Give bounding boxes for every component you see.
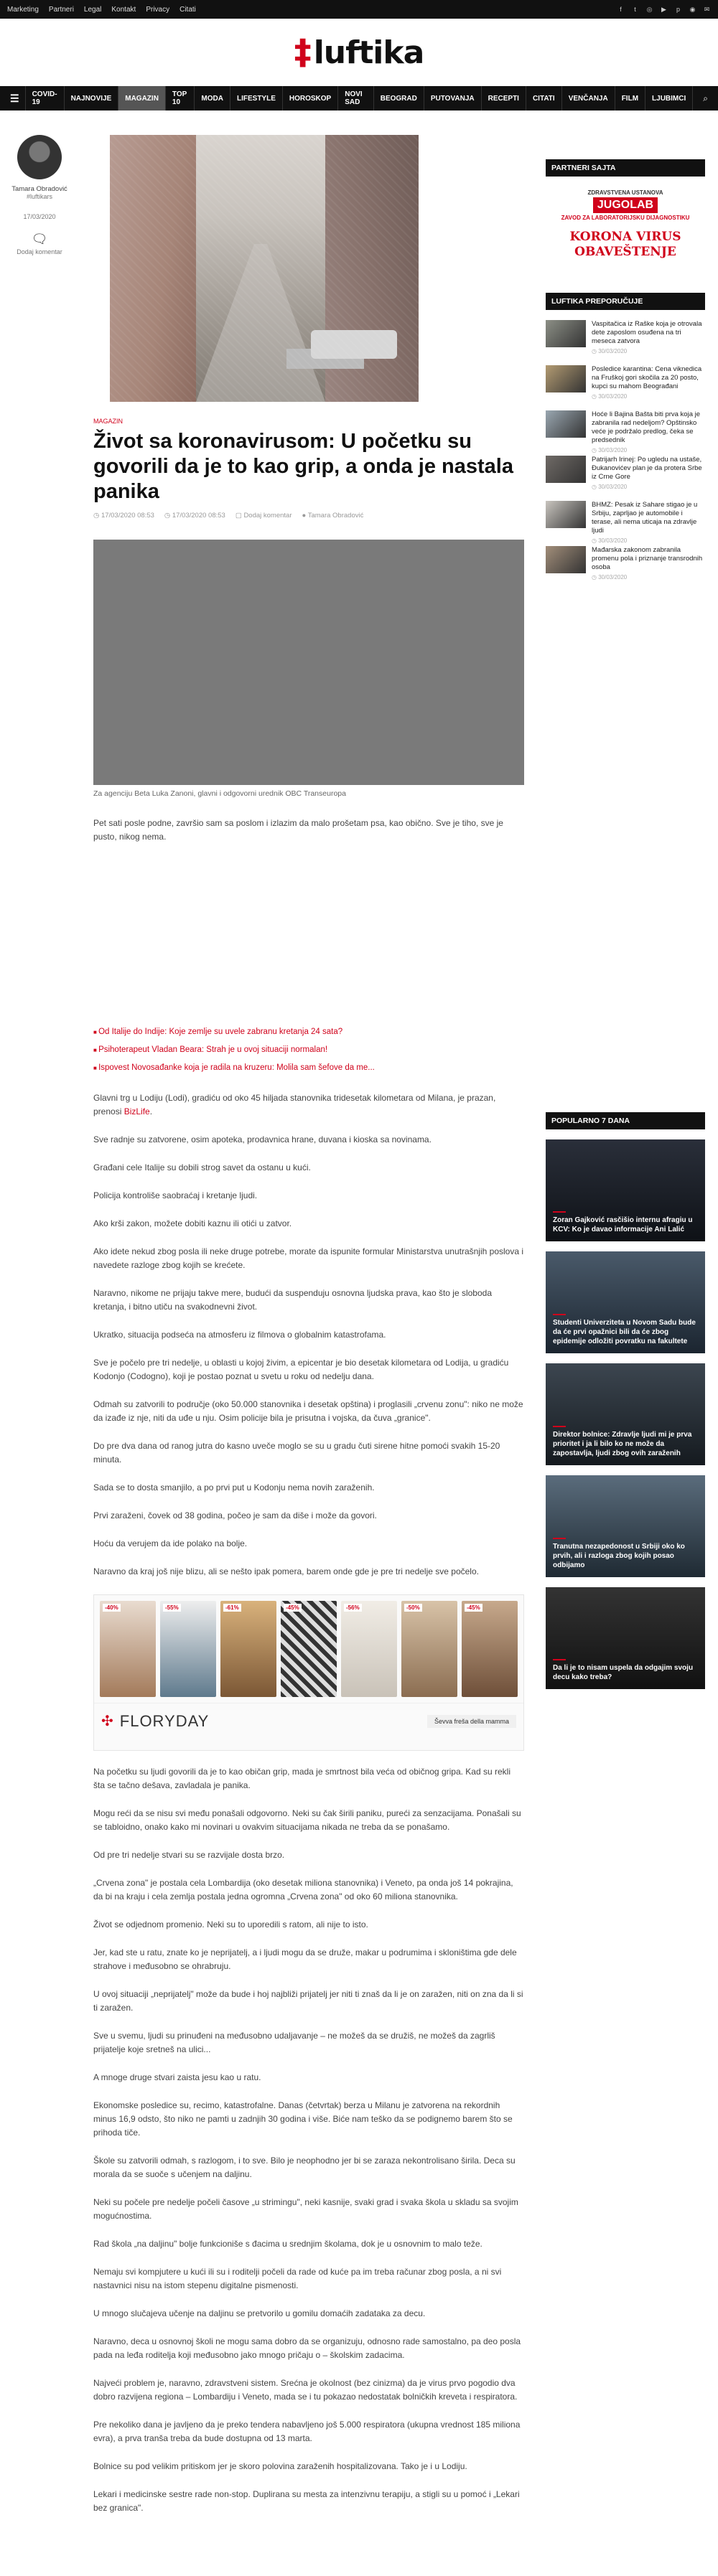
recommended-date: ◷ 30/03/2020: [592, 484, 705, 490]
recommended-title[interactable]: BHMZ: Pesak iz Sahare stigao je u Srbiju, zaprljao je automobile i terase, ali nema uticaja na zdravlje ljudi: [592, 501, 698, 535]
paragraph-text: .: [149, 1106, 153, 1117]
article-paragraph: U ovoj situaciji „neprijatelj" može da bude i hoj najbliži prijatelj jer niti ti znaš da li je on zaražen, niti on zna da li si ti zaražen.: [93, 1989, 523, 2013]
add-comment-link[interactable]: Dodaj komentar: [17, 248, 62, 255]
jugolab-subtitle: ZAVOD ZA LABORATORIJSKU DIJAGNOSTIKU: [561, 215, 690, 221]
article-paragraph: Pre nekoliko dana je javljeno da je preko tendera nabavljeno još 5.000 respiratora (ukupna vrednost 185 miliona evra), a prva tranša treba da bude dostupna od 13 marta.: [93, 2420, 521, 2443]
nav-item-horoskop[interactable]: HOROSKOP: [283, 86, 338, 111]
related-link[interactable]: ■ Ispovest Novosađanke koja je radila na kruzeru: Molila sam šefove da me...: [93, 1059, 524, 1077]
recommended-heading: LUFTIKA PREPORUČUJE: [546, 293, 705, 310]
popular-list: [546, 1139, 705, 1689]
jugolab-label: ZDRAVSTVENA USTANOVA: [587, 189, 663, 196]
popular-title[interactable]: Studenti Univerziteta u Novom Sadu bude da će prvi opažnici bili da će zbog epidemije odložiti povratku na fakultete: [553, 1314, 698, 1346]
author-name[interactable]: Tamara Obradović: [11, 185, 67, 193]
related-link[interactable]: ■ Od Italije do Indije: Koje zemlje su uvele zabranu kretanja 24 sata?: [93, 1023, 524, 1041]
recommended-item[interactable]: [546, 365, 705, 410]
ad-brand: [101, 1712, 209, 1731]
discount-badge: -40%: [103, 1604, 121, 1612]
popular-card[interactable]: [546, 1139, 705, 1241]
recommended-date: ◷ 30/03/2020: [592, 574, 705, 580]
main-nav: [0, 86, 718, 111]
popular-heading: POPULARNO 7 DANA: [546, 1112, 705, 1129]
author-handle: #luftikars: [26, 193, 52, 200]
article-paragraph: Ako krši zakon, možete dobiti kaznu ili otići u zatvor.: [93, 1218, 292, 1228]
ad-product[interactable]: [100, 1601, 156, 1697]
top-link-legal[interactable]: Legal: [83, 5, 102, 14]
recommended-thumbnail[interactable]: [546, 320, 586, 347]
article-paragraph: Ako idete nekud zbog posla ili neke druge potrebe, morate da ispunite formular Ministarstva unutrašnjih poslova i navedete razloge zbog kojih se krećete.: [93, 1246, 524, 1270]
comment-icon[interactable]: 🗨: [31, 232, 48, 246]
ad-banner[interactable]: [93, 1594, 524, 1751]
logo-text: luftika: [313, 34, 424, 71]
article-paragraph: A mnoge druge stvari zaista jesu kao u ratu.: [93, 2072, 261, 2082]
instagram-icon[interactable]: ◎: [646, 5, 653, 13]
recommended-thumbnail[interactable]: [546, 501, 586, 528]
jugolab-logo: JUGOLAB: [593, 197, 658, 213]
author-avatar[interactable]: [17, 135, 62, 179]
article-paragraph: Naravno, deca u osnovnoj školi ne mogu sama dobro da se organizuju, odnosno rade samostalno, pa deo posla pada na leđa roditelja koji međusobno jako mnogo pričaju o – školskim zadacima.: [93, 2336, 521, 2360]
rss-icon[interactable]: ◉: [689, 5, 696, 13]
article-paragraph: Sve u svemu, ljudi su prinuđeni na međusobno udaljavanje – ne možeš da se družiš, ne možeš da zagrliš prijatelje koje sretneš na ulici...: [93, 2031, 495, 2054]
discount-badge: -45%: [465, 1604, 482, 1612]
top-links: [7, 6, 196, 14]
recommended-date: ◷ 30/03/2020: [592, 393, 705, 400]
ad-products: [94, 1595, 523, 1703]
popular-card[interactable]: [546, 1363, 705, 1465]
recommended-section: [546, 293, 705, 591]
meta-author[interactable]: ● Tamara Obradović: [302, 512, 364, 520]
hero-image: [110, 135, 419, 402]
recommended-title[interactable]: Mađarska zakonom zabranila promenu pola i priznanje transrodnih osoba: [592, 546, 703, 571]
partner-jugolab[interactable]: [546, 189, 705, 260]
nav-item-magazin[interactable]: MAGAZIN: [118, 86, 166, 111]
recommended-list: [546, 320, 705, 591]
article-meta: [93, 512, 524, 520]
ad-product[interactable]: [462, 1601, 518, 1697]
youtube-icon[interactable]: ▶: [661, 5, 666, 13]
nav-item-citati[interactable]: CITATI: [526, 86, 562, 111]
recommended-title[interactable]: Posledice karantina: Cena viknedica na Fruškoj gori skočila za 20 posto, kupci su mahom Beograđani: [592, 365, 702, 390]
article-paragraph: Na početku su ljudi govorili da je to kao običan grip, mada je smrtnost bila veća od običnog gripa. Kad su rekli šta se tačno dešava, zavladala je panika.: [93, 1767, 510, 1790]
popular-title[interactable]: Tranutna nezapedonost u Srbiji oko ko prvih, ali i razloga zbog kojih posao odbijamo: [553, 1538, 698, 1570]
updated-date: ◷ 17/03/2020 08:53: [164, 512, 225, 520]
related-link[interactable]: ■ Psihoterapeut Vladan Beara: Strah je u ovoj situaciji normalan!: [93, 1041, 524, 1059]
article-paragraph: Bolnice su pod velikim pritiskom jer je skoro polovina zaraženih hospitalizovana. Tako je i u Lodiju.: [93, 2461, 467, 2471]
popular-card[interactable]: [546, 1251, 705, 1353]
recommended-item[interactable]: [546, 410, 705, 456]
ad-footer: [94, 1703, 523, 1739]
sidebar: [546, 159, 705, 591]
popular-section: [546, 1112, 705, 1689]
nav-item-lifestyle[interactable]: LIFESTYLE: [230, 86, 283, 111]
nav-item-ljubimci[interactable]: LJUBIMCI: [645, 86, 693, 111]
ad-product[interactable]: [220, 1601, 276, 1697]
recommended-title[interactable]: Hoće li Bajina Bašta biti prva koja je zabranila rad nedeljom? Opštinsko veće je podržalo predlog, čeka se predsednik: [592, 410, 701, 444]
article-paragraph: Prvi zaraženi, čovek od 38 godina, počeo je sam da diše i može da govori.: [93, 1510, 377, 1520]
recommended-item[interactable]: [546, 501, 705, 546]
recommended-thumbnail[interactable]: [546, 456, 586, 483]
nav-item-beograd[interactable]: BEOGRAD: [374, 86, 424, 111]
recommended-date: ◷ 30/03/2020: [592, 447, 705, 453]
nav-item-top10[interactable]: TOP 10: [166, 86, 195, 111]
article-paragraph: Sada se to dosta smanjilo, a po prvi put u Kodonju nema novih zaraženih.: [93, 1482, 375, 1493]
article-paragraph: Sve je počelo pre tri nedelje, u oblasti u kojoj živim, a epicentar je bio desetak kilometara od Lodija, u gradiću Kodonjo (Codogno), koji je postao poznat u svetu u roku od nedelju dana.: [93, 1358, 509, 1381]
top-link-marketing[interactable]: Marketing: [7, 5, 39, 14]
discount-badge: -50%: [404, 1604, 422, 1612]
article-body-b: [93, 1765, 524, 2515]
article-paragraph: Škole su zatvorili odmah, s razlogom, i to sve. Bilo je neophodno jer bi se zaraza nekontrolisano širila. Deca su morala da se suoče s učenjem na daljinu.: [93, 2156, 516, 2179]
ad-product[interactable]: [341, 1601, 397, 1697]
discount-badge: -55%: [163, 1604, 181, 1612]
article-paragraph: Građani cele Italije su dobili strog savet da ostanu u kući.: [93, 1162, 311, 1172]
paragraph-text: Glavni trg u Lodiju (Lodi), gradiću od oko 45 hiljada stanovnika tridesetak kilometara od Milana, je prazan, prenosi: [93, 1093, 496, 1117]
article-paragraph: U mnogo slučajeva učenje na daljinu se pretvorilo u gomilu domaćih zadataka za decu.: [93, 2308, 426, 2318]
article-paragraph: Od pre tri nedelje stvari su se razvijale dosta brzo.: [93, 1850, 285, 1860]
nav-item-covid[interactable]: COVID-19: [26, 86, 65, 111]
hero-texture: [110, 135, 419, 402]
article-paragraph: Mogu reći da se nisu svi među ponašali odgovorno. Neki su čak širili paniku, pureći za senzacijama. Ponašali su se tabloidno, onako kako mi novinari u ovakvim situacijama nikada ne treba da se ponašamo.: [93, 1808, 521, 1832]
discount-badge: -61%: [223, 1604, 241, 1612]
recommended-date: ◷ 30/03/2020: [592, 348, 705, 354]
article-main: [93, 135, 524, 2515]
article-paragraph: Neki su počele pre nedelje počeli časove „u strimingu", neki kasnije, svaki grad i svaka škola u skladu sa svojim mogućnostima.: [93, 2197, 518, 2221]
recommended-thumbnail[interactable]: [546, 546, 586, 573]
article-paragraph: [93, 1091, 524, 1119]
popular-title[interactable]: Direktor bolnice: Zdravlje ljudi mi je prva prioritet i ja li bilo ko ne može da zapostavlja, ljudi zbog ovih zaraženih: [553, 1426, 698, 1458]
hamburger-menu-icon[interactable]: ☰: [4, 86, 26, 111]
video-embed[interactable]: [93, 540, 524, 785]
ad-brand-name: FLORYDAY: [119, 1711, 210, 1730]
article-paragraph: Nemaju svi kompjutere u kući ili su i roditelji počeli da rade od kuće pa im treba računar zbog posla, a ni svi nastavnici nisu na istom stepenu digitalne pismenosti.: [93, 2267, 502, 2290]
article-body-a: [93, 1133, 524, 1579]
facebook-icon[interactable]: f: [620, 6, 622, 13]
nav-item-najnovije[interactable]: NAJNOVIJE: [65, 86, 119, 111]
header-logo-area: [0, 19, 718, 86]
nav-item-novi-sad[interactable]: NOVI SAD: [338, 86, 373, 111]
recommended-title[interactable]: Patrijarh Irinej: Po ugledu na ustaše, Đukanovićev plan je da protera Srbe iz Crne Gore: [592, 456, 702, 481]
article-paragraph: Naravno da kraj još nije blizu, ali se nešto ipak pomera, barem onde gde je pre tri nedelje sve počelo.: [93, 1566, 479, 1576]
article-paragraph: Policija kontroliše saobraćaj i kretanje ljudi.: [93, 1190, 258, 1200]
image-credit: Za agenciju Beta Luka Zanoni, glavni i odgovorni urednik OBC Transeuropa: [93, 789, 346, 798]
floryday-logo-icon: ✣: [101, 1714, 114, 1729]
ad-product[interactable]: [281, 1601, 337, 1697]
article-paragraph: Naravno, nikome ne prijaju takve mere, budući da suspenduju osnovna ljudska prava, kao što je sloboda kretanja, i bitno utiču na svakodnevni život.: [93, 1288, 492, 1312]
top-link-kontakt[interactable]: Kontakt: [111, 5, 136, 14]
article-category[interactable]: MAGAZIN: [93, 418, 123, 425]
recommended-date: ◷ 30/03/2020: [592, 537, 705, 544]
article-paragraph: Ekonomske posledice su, recimo, katastrofalne. Danas (četvrtak) berza u Milanu je zatvorena na rekordnih minus 16,9 odsto, što niko ne pamti u zadnjih 30 godina i više. Biće nam teško da se podignemo barem što se prihoda tiče.: [93, 2100, 513, 2138]
article-paragraph: Ukratko, situacija podseća na atmosferu iz filmova o globalnim katastrofama.: [93, 1330, 386, 1340]
recommended-thumbnail[interactable]: [546, 365, 586, 392]
related-links: [93, 1023, 524, 1077]
source-link[interactable]: BizLife: [123, 1106, 150, 1117]
author-panel: [0, 135, 79, 255]
social-links: [617, 6, 711, 14]
top-bar: [0, 0, 718, 19]
recommended-title[interactable]: Vaspitačica iz Raške koja je otrovala dete zaposlom osuđena na tri meseca zatvora: [592, 320, 702, 345]
twitter-icon[interactable]: t: [634, 6, 636, 13]
discount-badge: -56%: [344, 1604, 362, 1612]
article-paragraph: Sve radnje su zatvorene, osim apoteka, prodavnica hrane, duvana i kioska sa novinama.: [93, 1134, 432, 1144]
popular-card[interactable]: [546, 1587, 705, 1689]
ad-product[interactable]: [160, 1601, 216, 1697]
recommended-item[interactable]: [546, 546, 705, 591]
discount-badge: -45%: [284, 1604, 302, 1612]
ad-product[interactable]: [401, 1601, 457, 1697]
article-intro: Pet sati posle podne, završio sam sa poslom i izlazim da malo prošetam psa, kao obično. Sve je tiho, sve je pusto, nikog nema.: [93, 818, 503, 842]
site-logo[interactable]: [294, 32, 424, 72]
top-link-citati[interactable]: Citati: [180, 5, 196, 14]
popular-title[interactable]: Zoran Gajković rasčišio internu afragiu u KCV: Ko je davao informacije Ani Lalić: [553, 1211, 698, 1234]
nav-item-recepti[interactable]: RECEPTI: [482, 86, 526, 111]
mail-icon[interactable]: ✉: [704, 5, 710, 13]
recommended-thumbnail[interactable]: [546, 410, 586, 438]
pinterest-icon[interactable]: p: [676, 6, 680, 13]
meta-comment-link[interactable]: ▢ Dodaj komentar: [236, 512, 292, 520]
author-date: 17/03/2020: [23, 213, 56, 220]
article-paragraph: Hoću da verujem da ide polako na bolje.: [93, 1538, 248, 1548]
nav-item-putovanja[interactable]: PUTOVANJA: [424, 86, 482, 111]
ad-cta[interactable]: Ševva freša della mamma: [427, 1715, 516, 1728]
recommended-item[interactable]: [546, 456, 705, 501]
article-paragraph: Do pre dva dana od ranog jutra do kasno uveče moglo se su u gradu čuti sirene hitne pomoći svakih 15-20 minuta.: [93, 1441, 500, 1465]
article-paragraph: Lekari i medicinske sestre rade non-stop. Duplirana su mesta za intenzivnu terapiju, a stigli su u pomoć i „Lekari bez granica".: [93, 2489, 520, 2513]
korona-notice-link[interactable]: KORONA VIRUS OBAVEŠTENJE: [569, 230, 681, 259]
article-paragraph: Jer, kad ste u ratu, znate ko je neprijatelj, a i ljudi mogu da se druže, makar u podrumima i skloništima gde dele strahove i međusobno se ohrabruju.: [93, 1947, 517, 1971]
partners-heading: PARTNERI SAJTA: [546, 159, 705, 177]
nav-item-vencanja[interactable]: VENČANJA: [562, 86, 615, 111]
article-paragraph: „Crvena zona" je postala cela Lombardija (oko desetak miliona stanovnika) i Veneto, pa onda još 14 pokrajina, da bi na kraju i cela zemlja postala jedna ogromna „Crvena zona" od oko 60 miliona stanovnika.: [93, 1878, 513, 1902]
published-date: ◷ 17/03/2020 08:53: [93, 512, 154, 520]
popular-title[interactable]: Da li je to nisam uspela da odgajim svoju decu kako treba?: [553, 1659, 698, 1682]
article-paragraph: Odmah su zatvorili to područje (oko 50.000 stanovnika i desetak opština) i proglasili „crvenu zonu": niko ne može da izađe iz nje, niti da uđe u nju. Osim policije bila je prisutna i vojska, da čuva „granice".: [93, 1399, 523, 1423]
article-paragraph: Rad škola „na daljinu" bolje funkcioniše s đacima u srednjim školama, dok je u osnovnim to malo teže.: [93, 2239, 482, 2249]
article-title: Život sa koronavirusom: U početku su govorili da je to kao grip, a onda je nastala panika: [93, 430, 513, 503]
article-paragraph: Život se odjednom promenio. Neki su to uporedili s ratom, ali nije to isto.: [93, 1919, 368, 1929]
top-link-partneri[interactable]: Partneri: [48, 5, 74, 14]
article-paragraph: Najveći problem je, naravno, zdravstveni sistem. Srećna je okolnost (bez cinizma) da je virus prvo pogodio dva dobro razvijena regiona – Lombardiju i Veneto, mada se i tu pokazao nedostatak bolničkih kreveta i respiratora.: [93, 2378, 518, 2402]
popular-card[interactable]: [546, 1475, 705, 1577]
search-icon[interactable]: ⌕: [703, 93, 708, 103]
logo-mark-icon: ‡: [294, 32, 311, 72]
nav-item-moda[interactable]: MODA: [195, 86, 230, 111]
top-link-privacy[interactable]: Privacy: [146, 5, 170, 14]
recommended-item[interactable]: [546, 320, 705, 365]
nav-item-film[interactable]: FILM: [615, 86, 645, 111]
